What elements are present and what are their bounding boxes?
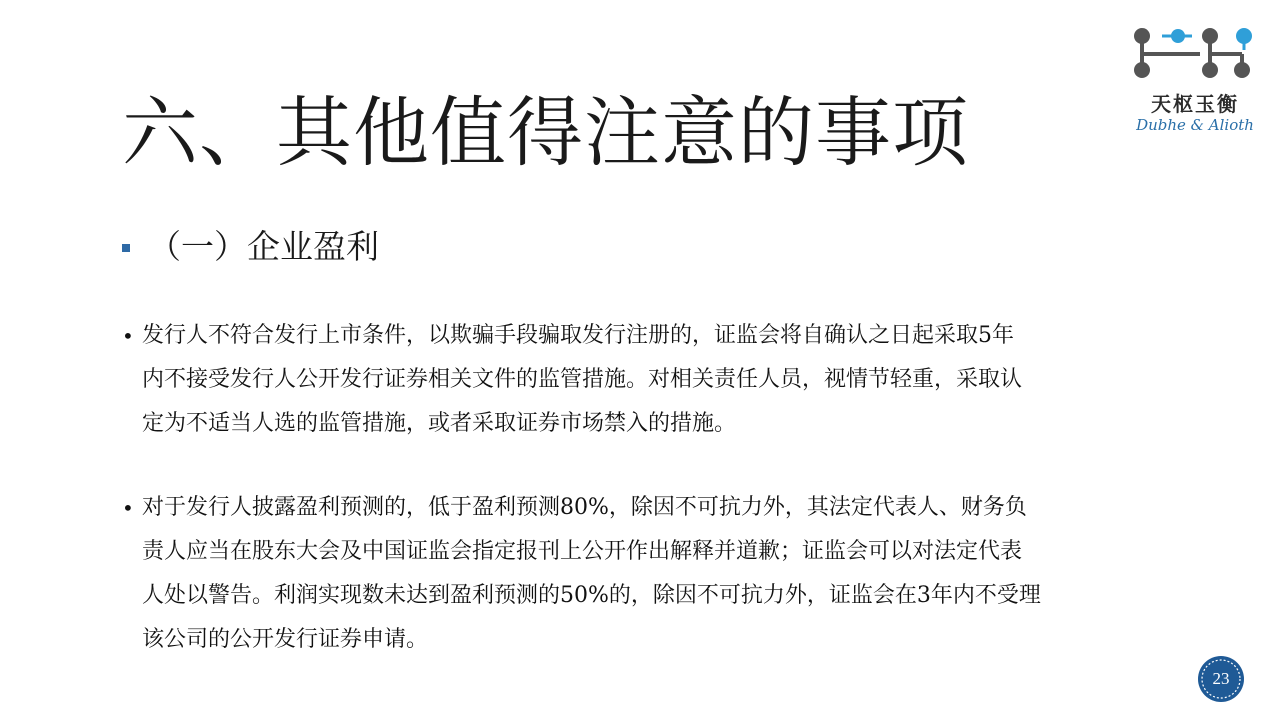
paragraph-line: 定为不适当人选的监管措施，或者采取证券市场禁入的措施。 (142, 411, 737, 436)
paragraph-line: 该公司的公开发行证券申请。 (142, 627, 429, 652)
paragraph-2 (122, 486, 1122, 662)
paragraph-line: 发行人不符合发行上市条件，以欺骗手段骗取发行注册的，证监会将自确认之日起采取5年 (142, 323, 1015, 348)
paragraph-line: 责人应当在股东大会及中国证监会指定报刊上公开作出解释并道歉；证监会可以对法定代表 (142, 539, 1023, 564)
slide-title: 六、其他值得注意的事项 (122, 88, 969, 177)
paragraph-line: 人处以警告。利润实现数未达到盈利预测的50%的，除因不可抗力外，证监会在3年内不受理 (142, 583, 1041, 608)
company-logo (1130, 22, 1260, 140)
section-subheading (122, 222, 379, 272)
bullet-dot-icon: • (122, 496, 134, 520)
page-number-badge (1197, 655, 1245, 703)
logo-chinese-text: 天枢玉衡 (1151, 92, 1239, 116)
logo-mark-icon (1130, 22, 1260, 84)
page-number: 23 (1212, 669, 1230, 688)
bullet-dot-icon: • (122, 324, 134, 348)
paragraph-1 (122, 314, 1122, 446)
square-bullet-icon (122, 244, 130, 252)
paragraph-line: 对于发行人披露盈利预测的，低于盈利预测80%，除因不可抗力外，其法定代表人、财务负 (142, 495, 1027, 520)
logo-english-text: Dubhe & Alioth (1136, 116, 1254, 134)
paragraph-line: 内不接受发行人公开发行证券相关文件的监管措施。对相关责任人员，视情节轻重，采取认 (142, 367, 1023, 392)
subheading-text: （一）企业盈利 (148, 227, 379, 266)
